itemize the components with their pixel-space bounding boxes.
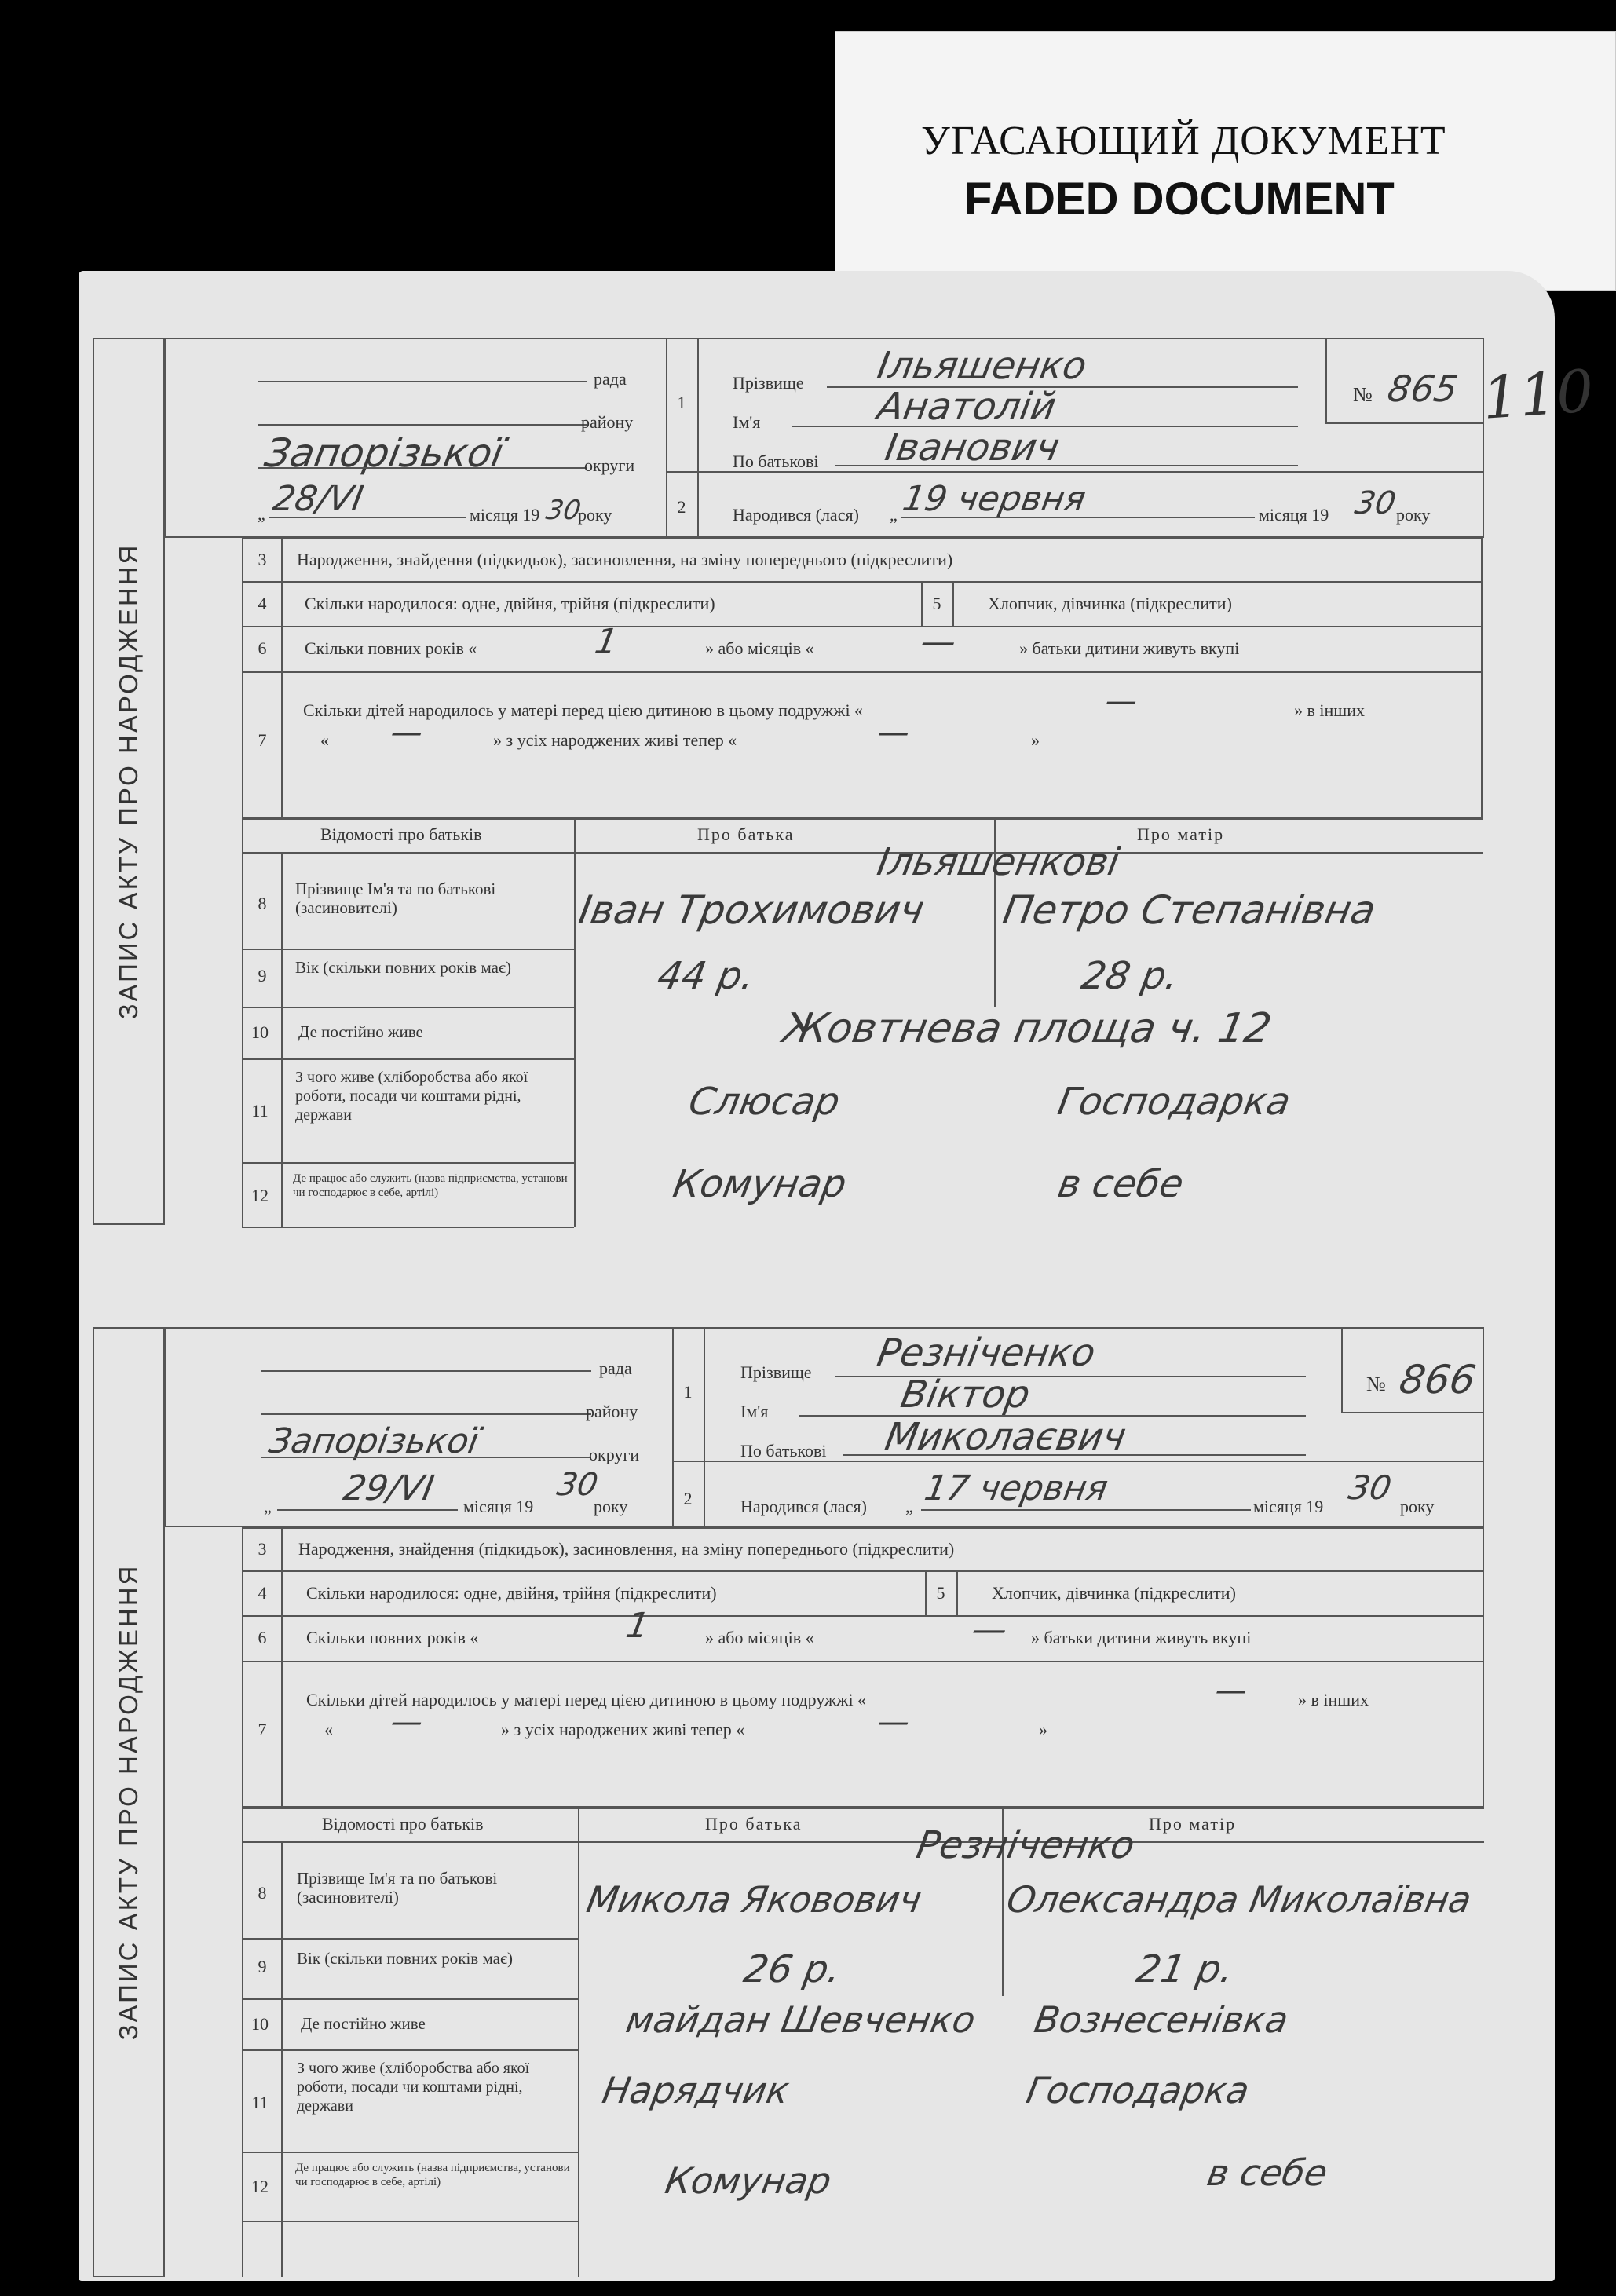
children-other: — bbox=[387, 715, 426, 751]
label-n1: 1 bbox=[683, 1382, 693, 1402]
label-okrug: округи bbox=[589, 1445, 640, 1464]
mother-age: 28 р. bbox=[1078, 954, 1182, 998]
parents-surname: Резніченко bbox=[913, 1823, 1139, 1867]
mother-work: в себе bbox=[1204, 2152, 1331, 2194]
label-po-batkovi: По батькові bbox=[740, 1441, 827, 1461]
record-number: 866 bbox=[1395, 1357, 1479, 1402]
reg-date: 28/VI bbox=[269, 479, 367, 519]
label-n1: 1 bbox=[677, 393, 686, 412]
birth-year: 30 bbox=[1351, 485, 1398, 521]
label-r12: Де працює або служить (назва підприємства, установи чи господарює в себе, артілі) bbox=[295, 2162, 570, 2188]
label-misyatsia: місяця 19 bbox=[1253, 1497, 1324, 1516]
okrug-value: Запорізької bbox=[265, 1421, 482, 1461]
father-occupation: Слюсар bbox=[686, 1080, 843, 1124]
stamp-title-ru: УГАСАЮЩИЙ ДОКУМЕНТ bbox=[921, 119, 1446, 163]
mother-age: 21 р. bbox=[1133, 1947, 1237, 1991]
label-n4: 4 bbox=[258, 594, 267, 613]
label-n2: 2 bbox=[683, 1489, 693, 1508]
birth-record-1: ЗАПИС АКТУ ПРО НАРОДЖЕННЯ рада району Запорізької округи „ 28/VI місяця 19 30 року 1 2 Прізвище Ільяшенко Ім'я Анатолій По батькові Іванович № 865 Народився (лася) „ 19 червня місяця 19 30 року 3 Народження, знайдення (підкидьок), засиновлення, на зміну попереднього (підкреслити) 4 Скільки народилося: одне, двійня, трійня (підкреслити) 5 Хлопчик, дівчинка (підкреслити) 6 Скільки повних років « 1 » або місяців « — » батьки дитини живуть вкупі 7 Скільки дітей народилось у матері перед цією дитиною в цьому подружжі « — » в інших « — » з усіх народжених живі тепер « — » Відомості про батьків Про батька Про матір 8 Прізвище Ім'я та по батькові (засиновителі) Ільяшенкові Іван Трохимович Петро Степанівна 9 Вік (скільки повних років має) 44 р. 28 р. 10 Де постійно живе Жовтнева площа ч. 12 11 З чого живе (хліборобства або якої роботи, посади чи коштами рідні, держави Слюсар Господарка 12 Де працює або служить (назва підприємства, установи чи господарює в себе, артілі) Комунар в себе bbox=[93, 338, 1428, 1225]
label-row4: Скільки народилося: одне, двійня, трійня (підкреслити) bbox=[306, 1583, 717, 1603]
label-n4: 4 bbox=[258, 1583, 267, 1603]
label-n10: 10 bbox=[251, 1022, 269, 1042]
label-pro-batka: Про батька bbox=[697, 824, 795, 844]
label-narodyvsia: Народився (лася) bbox=[733, 505, 859, 525]
mother-name: Олександра Миколаївна bbox=[1004, 1878, 1475, 1921]
child-surname: Ільяшенко bbox=[874, 344, 1091, 388]
label-n9: 9 bbox=[258, 1957, 267, 1976]
label-row7a: Скільки дітей народилось у матері перед цією дитиною в цьому подружжі « bbox=[306, 1690, 867, 1709]
label-n6: 6 bbox=[258, 638, 267, 658]
label-row5: Хлопчик, дівчинка (підкреслити) bbox=[992, 1583, 1236, 1603]
record-side-title bbox=[93, 338, 165, 1225]
label-n5: 5 bbox=[936, 1583, 945, 1603]
child-patronymic: Миколаєвич bbox=[882, 1415, 1130, 1459]
label-r8: Прізвище Ім'я та по батькові (засиновителі) bbox=[297, 1869, 498, 1907]
label-row7b: » в інших bbox=[1294, 700, 1365, 720]
label-row6b: » або місяців « bbox=[705, 638, 814, 658]
label-r9: Вік (скільки повних років має) bbox=[295, 958, 511, 977]
label-n7: 7 bbox=[258, 730, 267, 750]
label-vidomosti: Відомості про батьків bbox=[320, 824, 482, 844]
father-age: 44 р. bbox=[654, 954, 758, 998]
label-raion: району bbox=[581, 412, 634, 432]
months-together: — bbox=[968, 1610, 1011, 1650]
label-narodyvsia: Народився (лася) bbox=[740, 1497, 867, 1516]
label-row6a: Скільки повних років « bbox=[305, 638, 477, 658]
record-number: 865 bbox=[1384, 367, 1461, 410]
children-before: — bbox=[1102, 683, 1141, 719]
label-row3: Народження, знайдення (підкидьок), засиновлення, на зміну попереднього (підкреслити) bbox=[298, 1539, 955, 1559]
label-n5: 5 bbox=[932, 594, 941, 613]
label-r8: Прізвище Ім'я та по батькові (засиновителі) bbox=[295, 879, 496, 917]
label-no: № bbox=[1366, 1373, 1386, 1395]
label-n2: 2 bbox=[677, 497, 686, 517]
stamp-title-en: FADED DOCUMENT bbox=[964, 174, 1395, 225]
label-imia: Ім'я bbox=[740, 1402, 769, 1421]
label-r10: Де постійно живе bbox=[301, 2014, 426, 2033]
label-n8: 8 bbox=[258, 1883, 267, 1903]
years-together: 1 bbox=[591, 622, 621, 662]
label-r11: З чого живе (хліборобства або якої роботи, посади чи коштами рідні, держави bbox=[295, 1069, 528, 1124]
label-rada: рада bbox=[594, 369, 627, 389]
child-surname: Резніченко bbox=[874, 1331, 1099, 1375]
label-row7c: « bbox=[320, 730, 329, 750]
children-before: — bbox=[1212, 1673, 1251, 1709]
label-n8: 8 bbox=[258, 894, 267, 913]
child-patronymic: Іванович bbox=[882, 426, 1063, 470]
birth-day: 19 червня bbox=[899, 479, 1089, 519]
okrug-value: Запорізької bbox=[261, 430, 507, 476]
label-n10: 10 bbox=[251, 2014, 269, 2034]
reg-date: 29/VI bbox=[340, 1468, 437, 1508]
label-pro-matir: Про матір bbox=[1137, 824, 1225, 844]
birth-record-2: ЗАПИС АКТУ ПРО НАРОДЖЕННЯ рада району Запорізької округи „ 29/VI місяця 19 30 року 1 2 Прізвище Резніченко Ім'я Віктор По батькові Миколаєвич № 866 Народився (лася) „ 17 червня місяця 19 30 року 3 Народження, знайдення (підкидьок), засиновлення, на зміну попереднього (підкреслити) 4 Скільки народилося: одне, двійня, трійня (підкреслити) 5 Хлопчик, дівчинка (підкреслити) 6 Скільки повних років « 1 » або місяців « — » батьки дитини живуть вкупі 7 Скільки дітей народилось у матері перед цією дитиною в цьому подружжі « — » в інших « — » з усіх народжених живі тепер « — » Відомості про батьків Про батька Про матір 8 Прізвище Ім'я та по батькові (засиновителі) Резніченко Микола Яковович Олександра Миколаївна 9 Вік (скільки повних років має) 26 р. 21 р. 10 Де постійно живе майдан Шевченко Вознесенівка 11 З чого живе (хліборобства або якої роботи, посади чи коштами рідні, держави Нарядчик Господарка 12 Де працює або служить (назва підприємства, установи чи господарює в себе, артілі) Комунар в себе bbox=[93, 1327, 1428, 2277]
label-no: № bbox=[1353, 383, 1373, 406]
label-misyatsia: місяця 19 bbox=[1259, 505, 1329, 525]
address: Жовтнева площа ч. 12 bbox=[779, 1005, 1275, 1052]
label-row7d: » з усіх народжених живі тепер « bbox=[493, 730, 737, 750]
label-raion: району bbox=[586, 1402, 638, 1421]
label-prizvyshche: Прізвище bbox=[740, 1362, 812, 1382]
faded-document-stamp bbox=[835, 31, 1616, 291]
label-rada: рада bbox=[599, 1358, 632, 1378]
label-r9: Вік (скільки повних років має) bbox=[297, 1949, 513, 1968]
label-n11: 11 bbox=[251, 2093, 269, 2112]
mother-occupation: Господарка bbox=[1055, 1080, 1294, 1124]
father-work: Комунар bbox=[662, 2159, 835, 2202]
label-imia: Ім'я bbox=[733, 412, 761, 432]
birth-day: 17 червня bbox=[921, 1468, 1111, 1508]
label-row4: Скільки народилося: одне, двійня, трійня (підкреслити) bbox=[305, 594, 715, 613]
label-roku: року bbox=[1396, 505, 1431, 525]
years-together: 1 bbox=[623, 1606, 653, 1646]
mother-occupation: Господарка bbox=[1023, 2069, 1253, 2111]
father-age: 26 р. bbox=[740, 1947, 844, 1991]
label-row7c: « bbox=[324, 1720, 333, 1739]
label-row6c: » батьки дитини живуть вкупі bbox=[1019, 638, 1240, 658]
label-row3: Народження, знайдення (підкидьок), засиновлення, на зміну попереднього (підкреслити) bbox=[297, 550, 953, 569]
father-name: Іван Трохимович bbox=[575, 887, 928, 933]
months-together: — bbox=[917, 622, 960, 662]
reg-year: 30 bbox=[543, 495, 583, 526]
label-n3: 3 bbox=[258, 550, 267, 569]
birth-year: 30 bbox=[1345, 1468, 1395, 1507]
label-n7: 7 bbox=[258, 1720, 267, 1739]
label-row7a: Скільки дітей народилось у матері перед цією дитиною в цьому подружжі « bbox=[303, 700, 864, 720]
father-address: майдан Шевченко bbox=[623, 1998, 979, 2041]
label-row6a: Скільки повних років « bbox=[306, 1628, 479, 1647]
label-row6c: » батьки дитини живуть вкупі bbox=[1031, 1628, 1252, 1647]
label-row7e: » bbox=[1039, 1720, 1047, 1739]
label-pro-matir: Про матір bbox=[1149, 1814, 1237, 1834]
label-n12: 12 bbox=[251, 2177, 269, 2196]
label-n3: 3 bbox=[258, 1539, 267, 1559]
label-n6: 6 bbox=[258, 1628, 267, 1647]
label-roku: року bbox=[594, 1497, 628, 1516]
label-misyatsia: місяця 19 bbox=[470, 505, 540, 525]
children-other: — bbox=[387, 1704, 426, 1740]
label-row7d: » з усіх народжених живі тепер « bbox=[501, 1720, 745, 1739]
label-row7e: » bbox=[1031, 730, 1040, 750]
father-name: Микола Яковович bbox=[583, 1878, 925, 1921]
label-r12: Де працює або служить (назва підприємства, установи чи господарює в себе, артілі) bbox=[293, 1172, 568, 1199]
label-row5: Хлопчик, дівчинка (підкреслити) bbox=[988, 594, 1232, 613]
child-name: Віктор bbox=[898, 1373, 1033, 1417]
parents-surname: Ільяшенкові bbox=[874, 840, 1123, 884]
label-side: ЗАПИС АКТУ ПРО НАРОДЖЕННЯ bbox=[114, 1563, 143, 2041]
label-vidomosti: Відомості про батьків bbox=[322, 1814, 484, 1834]
father-work: Комунар bbox=[670, 1162, 850, 1206]
mother-address: Вознесенівка bbox=[1031, 1998, 1292, 2041]
label-prizvyshche: Прізвище bbox=[733, 373, 804, 393]
record-side-title bbox=[93, 1327, 165, 2277]
mother-work: в себе bbox=[1055, 1162, 1187, 1206]
label-side: ЗАПИС АКТУ ПРО НАРОДЖЕННЯ bbox=[114, 543, 143, 1020]
label-r10: Де постійно живе bbox=[298, 1022, 423, 1041]
label-row7b: » в інших bbox=[1298, 1690, 1369, 1709]
children-alive: — bbox=[874, 1704, 913, 1740]
label-n9: 9 bbox=[258, 966, 267, 985]
mother-name: Петро Степанівна bbox=[999, 887, 1380, 933]
label-roku: року bbox=[1400, 1497, 1435, 1516]
label-roku: року bbox=[578, 505, 612, 525]
reg-year: 30 bbox=[554, 1467, 601, 1503]
label-r11: З чого живе (хліборобства або якої роботи, посади чи коштами рідні, держави bbox=[297, 2060, 530, 2115]
label-misyatsia: місяця 19 bbox=[463, 1497, 534, 1516]
label-n11: 11 bbox=[251, 1101, 269, 1121]
child-name: Анатолій bbox=[874, 385, 1060, 429]
children-alive: — bbox=[874, 715, 913, 751]
label-okrug: округи bbox=[584, 455, 635, 475]
father-occupation: Нарядчик bbox=[599, 2069, 793, 2111]
label-pro-batka: Про батька bbox=[705, 1814, 803, 1834]
folio-number: 110 bbox=[1480, 357, 1596, 433]
label-n12: 12 bbox=[251, 1186, 269, 1205]
label-row6b: » або місяців « bbox=[705, 1628, 814, 1647]
label-po-batkovi: По батькові bbox=[733, 452, 819, 471]
